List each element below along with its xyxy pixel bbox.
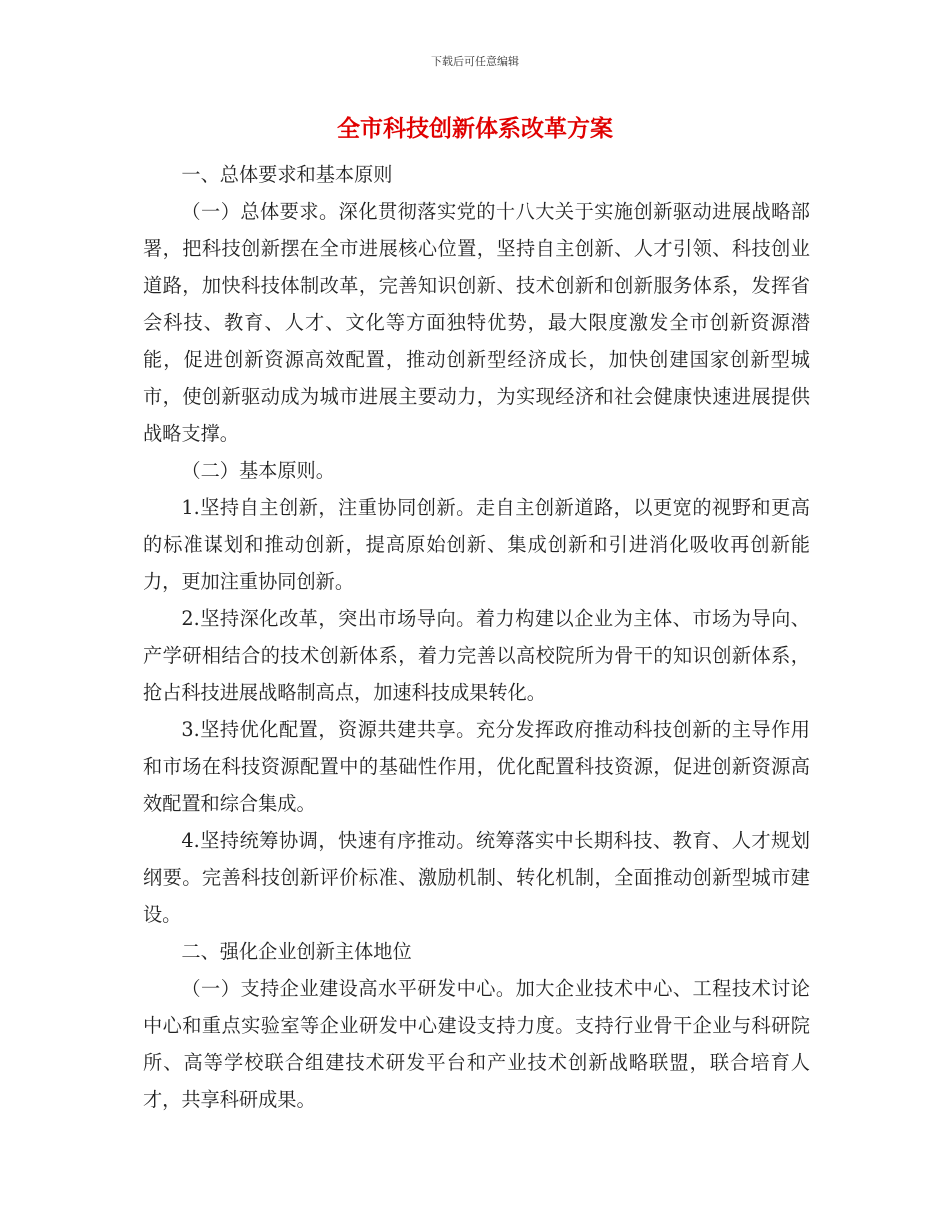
principle-3: 3.坚持优化配置，资源共建共享。充分发挥政府推动科技创新的主导作用和市场在科技资源配置中的基础性作用，优化配置科技资源，促进创新资源高效配置和综合集成。 (143, 718, 810, 815)
section-heading-2: 二、强化企业创新主体地位 (181, 940, 412, 963)
principle-1: 1.坚持自主创新，注重协同创新。走自主创新道路，以更宽的视野和更高的标准谋划和推动创新，提高原始创新、集成创新和引进消化吸收再创新能力，更加注重协同创新。 (143, 496, 810, 593)
paragraph-enterprise-rd: （一）支持企业建设高水平研发中心。加大企业技术中心、工程技术讨论中心和重点实验室等企业研发中心建设支持力度。支持行业骨干企业与科研院所、高等学校联合组建技术研发平台和产业技术创新战略联盟，联合培育人才，共享科研成果。 (143, 977, 810, 1111)
principle-2: 2.坚持深化改革，突出市场导向。着力构建以企业为主体、市场为导向、产学研相结合的技术创新体系，着力完善以高校院所为骨干的知识创新体系，抢占科技进展战略制高点，加速科技成果转化。 (143, 607, 810, 704)
subheading-basic-principles: （二）基本原则。 (181, 459, 335, 482)
document-title: 全市科技创新体系改革方案 (337, 116, 613, 142)
section-heading-1: 一、总体要求和基本原则 (181, 163, 393, 186)
download-note: 下载后可任意编辑 (431, 55, 519, 68)
document-body (143, 156, 810, 1118)
principle-4: 4.坚持统筹协调，快速有序推动。统筹落实中长期科技、教育、人才规划纲要。完善科技创新评价标准、激励机制、转化机制，全面推动创新型城市建设。 (143, 829, 810, 926)
paragraph-general-requirements: （一）总体要求。深化贯彻落实党的十八大关于实施创新驱动进展战略部署，把科技创新摆在全市进展核心位置，坚持自主创新、人才引领、科技创业道路，加快科技体制改革，完善知识创新、技术创新和创新服务体系，发挥省会科技、教育、人才、文化等方面独特优势，最大限度激发全市创新资源潜能，促进创新资源高效配置，推动创新型经济成长，加快创建国家创新型城市，使创新驱动成为城市进展主要动力，为实现经济和社会健康快速进展提供战略支撑。 (143, 200, 810, 445)
